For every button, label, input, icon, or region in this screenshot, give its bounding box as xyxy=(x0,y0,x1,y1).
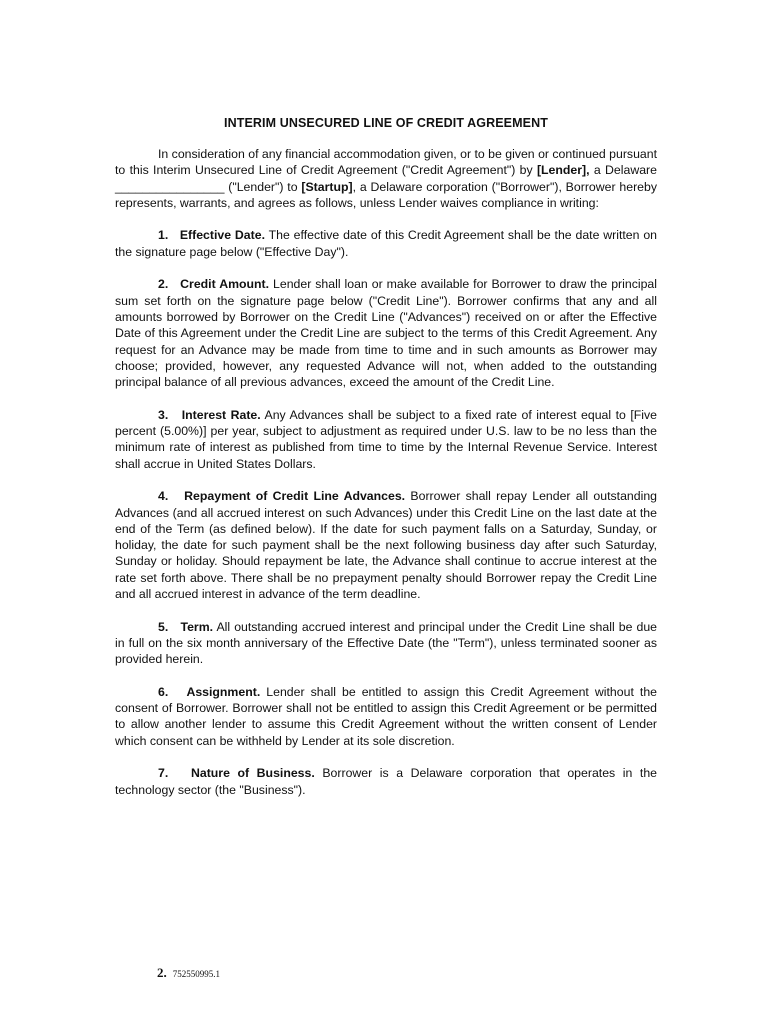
section-heading: Interest Rate. xyxy=(181,407,261,422)
section-text: Borrower shall repay Lender all outstanding Advances (and all accrued interest on such Advances) under this Credit Line on the last date at the end of the Term (as defined below). If the date for such payment falls on a Saturday, Sunday, or holiday, the date for such payment shall be the next following business day after such Saturday, Sunday or holiday. Should repayment be late, the Advance shall continue to accrue interest at the rate set forth above. There shall be no prepayment penalty should Borrower repay the Credit Line and all accrued interest in advance of the term deadline. xyxy=(115,489,657,602)
section-term xyxy=(115,619,657,668)
section-heading: Credit Amount. xyxy=(180,277,270,292)
section-text: The effective date of this Credit Agreement shall be the date written on the signature page below ("Effective Day"). xyxy=(115,228,658,259)
section-text: All outstanding accrued interest and principal under the Credit Line shall be due in full on the six month anniversary of the Effective Date (the "Term"), unless terminated sooner as provided herein. xyxy=(115,619,658,667)
section-text: Any Advances shall be subject to a fixed rate of interest equal to [Five percent (5.00%)] per year, subject to adjustment as required under U.S. law to be no less than the minimum rate of interest as published from time to time by the Internal Revenue Service. Interest shall accrue in United States Dollars. xyxy=(115,407,657,471)
section-number: 3. xyxy=(158,407,169,422)
intro-text-1: In consideration of any financial accommodation given, or to be given or continued pursuant to this Interim Unsecured Line of Credit Agreement ("Credit Agreement") by xyxy=(115,147,658,178)
section-number: 2. xyxy=(158,277,169,292)
section-heading: Repayment of Credit Line Advances. xyxy=(184,489,406,504)
intro-text-2: a Delaware ________________ ("Lender") to xyxy=(115,163,657,194)
intro-text-3: , a Delaware corporation ("Borrower"), Borrower hereby represents, warrants, and agrees as follows, unless Lender waives compliance in writing: xyxy=(115,179,657,210)
section-heading: Nature of Business. xyxy=(190,766,315,781)
section-heading: Assignment. xyxy=(186,684,261,699)
section-credit-amount xyxy=(115,276,657,390)
section-repayment xyxy=(115,488,657,602)
section-number: 5. xyxy=(158,619,169,634)
section-number: 1. xyxy=(158,228,169,243)
document-id: 752550995.1 xyxy=(172,969,220,979)
page-number: 2. xyxy=(157,965,167,980)
section-effective-date xyxy=(115,227,657,260)
document-body xyxy=(115,146,657,814)
section-nature-of-business xyxy=(115,765,657,798)
section-heading: Effective Date. xyxy=(179,228,265,243)
section-text: Lender shall be entitled to assign this Credit Agreement without the consent of Borrower. Borrower shall not be entitled to assign this Credit Agreement or be permitted to allow another lender to assume this Credit Agreement without the written consent of Lender which consent can be withheld by Lender at its sole discretion. xyxy=(115,684,658,748)
section-interest-rate xyxy=(115,407,657,472)
section-number: 7. xyxy=(158,766,169,781)
lender-placeholder: [Lender], xyxy=(536,163,590,178)
intro-paragraph xyxy=(115,146,657,211)
document-title: INTERIM UNSECURED LINE OF CREDIT AGREEMENT xyxy=(224,116,548,130)
section-text: Lender shall loan or make available for Borrower to draw the principal sum set forth on the signature page below ("Credit Line"). Borrower confirms that any and all amounts borrowed by Borrower on the Credit Line ("Advances") received on or after the Effective Date of this Agreement under the Credit Line are subject to the terms of this Credit Agreement. Any request for an Advance may be made from time to time and in such amounts as Borrower may choose; provided, however, any requested Advance will not, when added to the outstanding principal balance of all previous advances, exceed the amount of the Credit Line. xyxy=(115,277,658,390)
startup-placeholder: [Startup] xyxy=(301,179,353,194)
section-assignment xyxy=(115,684,657,749)
page-footer xyxy=(157,964,220,982)
section-text: Borrower is a Delaware corporation that operates in the technology sector (the "Business"). xyxy=(115,766,658,797)
section-number: 6. xyxy=(158,684,169,699)
section-number: 4. xyxy=(158,489,169,504)
section-heading: Term. xyxy=(180,619,214,634)
